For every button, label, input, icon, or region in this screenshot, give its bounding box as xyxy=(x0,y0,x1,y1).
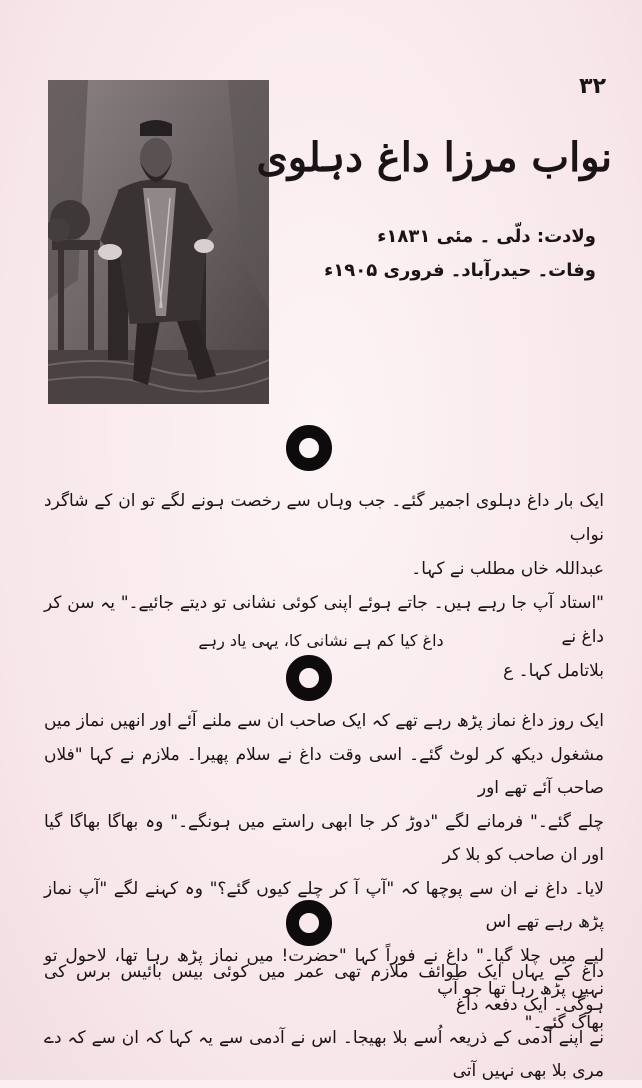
page-title: نواب مرزا داغ دہلوی xyxy=(256,134,612,181)
anecdote-2-line: لایا۔ داغ نے ان سے پوچھا کہ "آپ آ کر چلے کیوں گئے؟" وہ کہنے لگے "آپ نماز پڑھ رہے تھے اس xyxy=(44,878,604,932)
anecdote-1-line: عبداللہ خاں مطلب نے کہا۔ xyxy=(411,559,604,579)
anecdote-2-line: مشغول دیکھ کر لوٹ گئے۔ اسی وقت داغ نے سلام پھیرا۔ ملازم نے کہا "فلاں صاحب آئے تھے اور xyxy=(44,744,604,798)
anecdote-1 xyxy=(44,484,604,688)
anecdote-1-line: "استاد آپ جا رہے ہیں۔ جاتے ہوئے اپنی کوئی نشانی تو دیتے جائیے۔" یہ سن کر داغ نے xyxy=(44,593,604,647)
section-divider-ring xyxy=(286,900,332,946)
anecdote-1-line: بلاتامل کہا۔ ع xyxy=(503,661,604,681)
couplet-verse: داغ کیا کم ہے نشانی کا، یہی یاد رہے xyxy=(198,631,444,650)
anecdote-3-line: نے اپنے آدمی کے ذریعہ اُسے بلا بھیجا۔ اس نے آدمی سے یہ کہا کہ ان سے کہ دے مری بلا بھی نہیں آتی xyxy=(44,1028,604,1081)
anecdote-2-line: لیے میں چلا گیا۔" داغ نے فوراً کہا "حضرت! میں نماز پڑھ رہا تھا، لاحول تو نہیں پڑھ رہا تھا جو آپ xyxy=(44,945,604,999)
anecdote-3 xyxy=(44,956,604,1088)
birth-info: ولادت: دلّی ۔ مئی ۱۸۳۱ء xyxy=(377,226,596,247)
section-divider-ring xyxy=(286,425,332,471)
portrait-illustration xyxy=(48,80,269,404)
anecdote-2-line: ایک روز داغ نماز پڑھ رہے تھے کہ ایک صاحب ان سے ملنے آئے اور انھیں نماز میں xyxy=(43,711,604,731)
anecdote-3-line: داغ کے یہاں ایک طوائف ملازم تھی عمر میں کوئی بیس بائیس برس کی ہوگی۔ ایک دفعہ داغ xyxy=(44,962,604,1015)
page-number: ۳۲ xyxy=(579,74,606,99)
anecdote-1-line: ایک بار داغ دہلوی اجمیر گئے۔ جب وہاں سے رخصت ہونے لگے تو ان کے شاگرد نواب xyxy=(44,491,604,545)
section-divider-ring xyxy=(286,655,332,701)
anecdote-2-line: بھاگ گئے۔" xyxy=(524,1012,604,1033)
anecdote-2-line: چلے گئے۔" فرمانے لگے "دوڑ کر جا ابھی راستے میں ہونگے۔" وہ بھاگا بھاگا گیا اور ان صاحب کو بلا کر xyxy=(44,811,604,865)
death-info: وفات۔ حیدرآباد۔ فروری ۱۹۰۵ء xyxy=(324,260,596,281)
portrait-photo xyxy=(48,80,269,404)
